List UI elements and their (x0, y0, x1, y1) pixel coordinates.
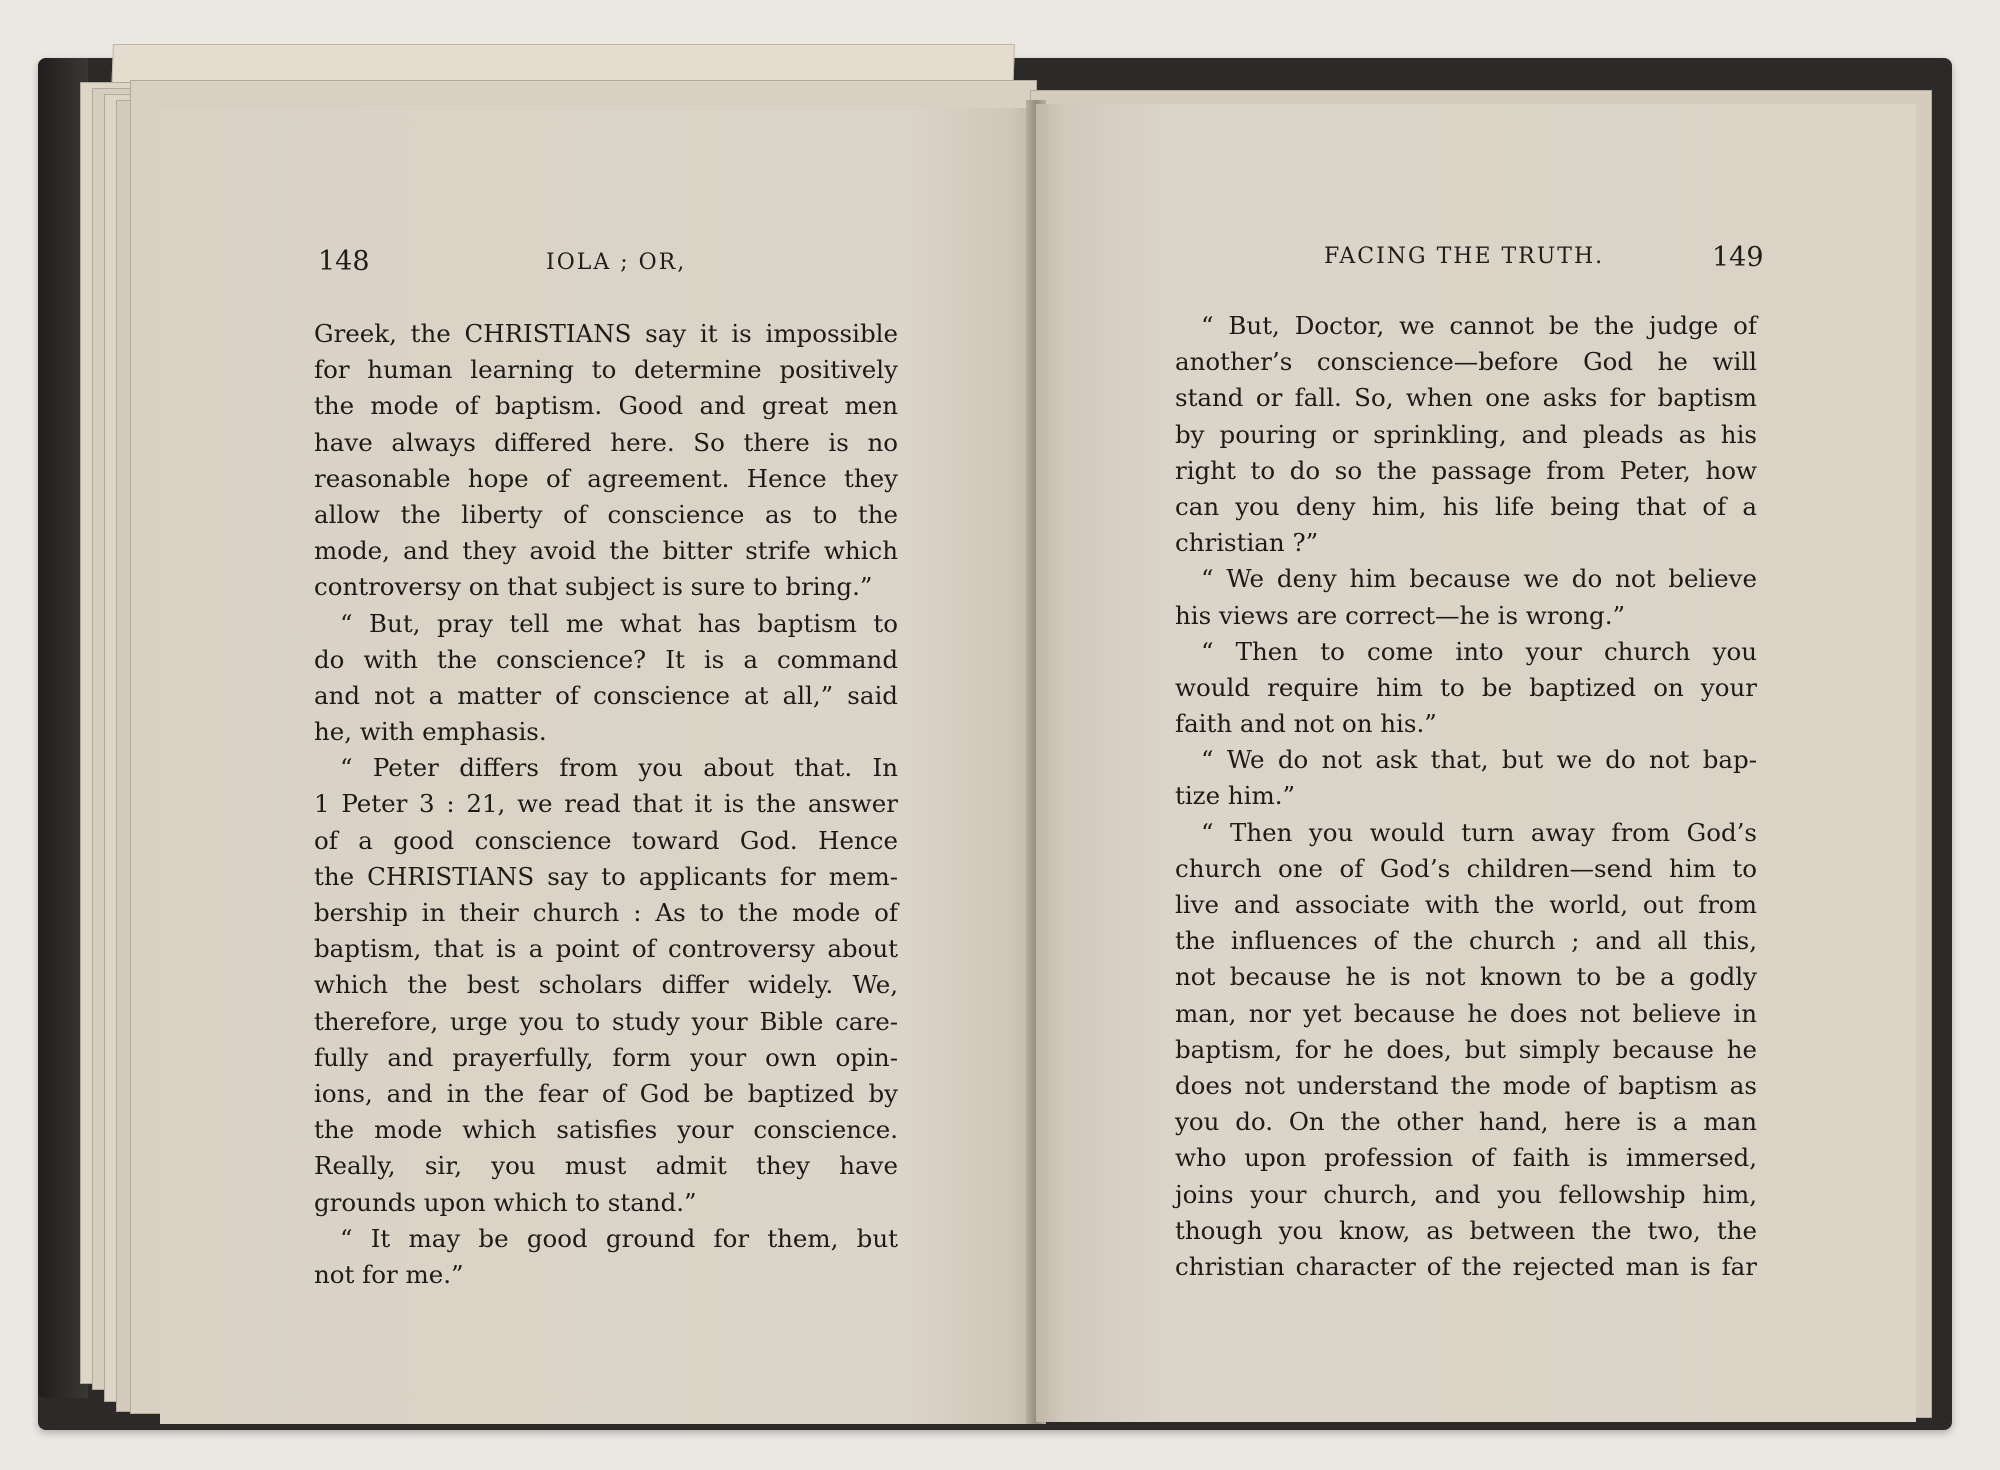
text-line: he, with emphasis. (314, 717, 547, 747)
text-line: 1 Peter 3 : 21, we read that it is the answer (314, 789, 898, 819)
text-line: “ We deny him because we do not believe (1201, 564, 1757, 594)
text-line: “ Then to come into your church you (1201, 636, 1757, 666)
text-line: do with the conscience? It is a command (314, 644, 898, 674)
text-line: by pouring or sprinkling, and pleads as his (1175, 419, 1757, 449)
text-line: mode, and they avoid the bitter strife which (314, 536, 898, 566)
text-line: Really, sir, you must admit they have (314, 1151, 898, 1181)
text-line: live and associate with the world, out from (1175, 890, 1757, 919)
text-line: not for me.” (314, 1259, 464, 1289)
text-line: which the best scholars differ widely. We, (314, 970, 898, 1000)
text-line: christian character of the rejected man is far (1175, 1251, 1757, 1281)
text-line: ions, and in the fear of God be baptized by (314, 1078, 898, 1108)
text-line: “ Then you would turn away from God’s (1201, 817, 1757, 847)
right-page-text (1175, 308, 1757, 1285)
text-line: can you deny him, his life being that of a (1175, 491, 1757, 521)
text-line: does not understand the mode of baptism as (1175, 1070, 1757, 1100)
text-line: the mode of baptism. Good and great men (314, 391, 898, 421)
text-line: bership in their church : As to the mode of (314, 898, 898, 927)
text-line: have always differed here. So there is no (314, 427, 898, 457)
left-page (160, 108, 1036, 1424)
left-page-number: 148 (318, 246, 370, 277)
text-line: christian ?” (1175, 528, 1319, 558)
text-line: baptism, for he does, but simply because he (1175, 1034, 1757, 1064)
text-line: Greek, the CHRISTIANS say it is impossible (314, 319, 898, 348)
text-line: not because he is not known to be a godly (1175, 962, 1757, 992)
text-line: his views are correct—he is wrong.” (1175, 600, 1626, 630)
text-line: controversy on that subject is sure to bring.” (314, 572, 873, 602)
text-line: “ We do not ask that, but we do not bap- (1201, 745, 1757, 775)
text-line: the CHRISTIANS say to applicants for mem- (314, 861, 898, 891)
right-page (1036, 104, 1916, 1422)
text-line: you do. On the other hand, here is a man (1175, 1107, 1757, 1137)
text-line: therefore, urge you to study your Bible care- (314, 1006, 898, 1036)
right-running-head: FACING THE TRUTH. (1324, 244, 1605, 269)
text-line: “ It may be good ground for them, but (340, 1223, 898, 1253)
text-line: and not a matter of conscience at all,” said (314, 680, 898, 710)
left-running-head: IOLA ; OR, (546, 250, 687, 275)
text-line: “ But, pray tell me what has baptism to (340, 608, 898, 638)
text-line: church one of God’s children—send him to (1175, 853, 1757, 883)
text-line: of a good conscience toward God. Hence (314, 825, 898, 855)
left-page-text (314, 316, 898, 1293)
right-page-number: 149 (1712, 242, 1764, 273)
text-line: reasonable hope of agreement. Hence they (314, 463, 898, 493)
text-line: allow the liberty of conscience as to the (314, 499, 898, 529)
text-line: tize him.” (1175, 781, 1296, 811)
text-line: “ But, Doctor, we cannot be the judge of (1201, 311, 1757, 340)
text-line: right to do so the passage from Peter, how (1175, 455, 1757, 485)
text-line: man, nor yet because he does not believe in (1175, 998, 1757, 1028)
text-line: would require him to be baptized on your (1175, 672, 1757, 702)
text-line: faith and not on his.” (1175, 709, 1437, 739)
text-line: “ Peter differs from you about that. In (340, 753, 898, 783)
text-line: who upon profession of faith is immersed, (1175, 1143, 1757, 1173)
text-line: though you know, as between the two, the (1175, 1215, 1757, 1245)
text-line: for human learning to determine positively (314, 355, 898, 385)
text-line: joins your church, and you fellowship him, (1175, 1179, 1757, 1209)
text-line: stand or fall. So, when one asks for baptism (1175, 383, 1757, 413)
text-line: another’s conscience—before God he will (1175, 347, 1757, 377)
text-line: baptism, that is a point of controversy about (314, 934, 898, 964)
text-line: fully and prayerfully, form your own opin- (314, 1042, 898, 1072)
text-line: grounds upon which to stand.” (314, 1187, 697, 1217)
text-line: the mode which satisfies your conscience. (314, 1115, 898, 1145)
text-line: the influences of the church ; and all this, (1175, 926, 1757, 956)
